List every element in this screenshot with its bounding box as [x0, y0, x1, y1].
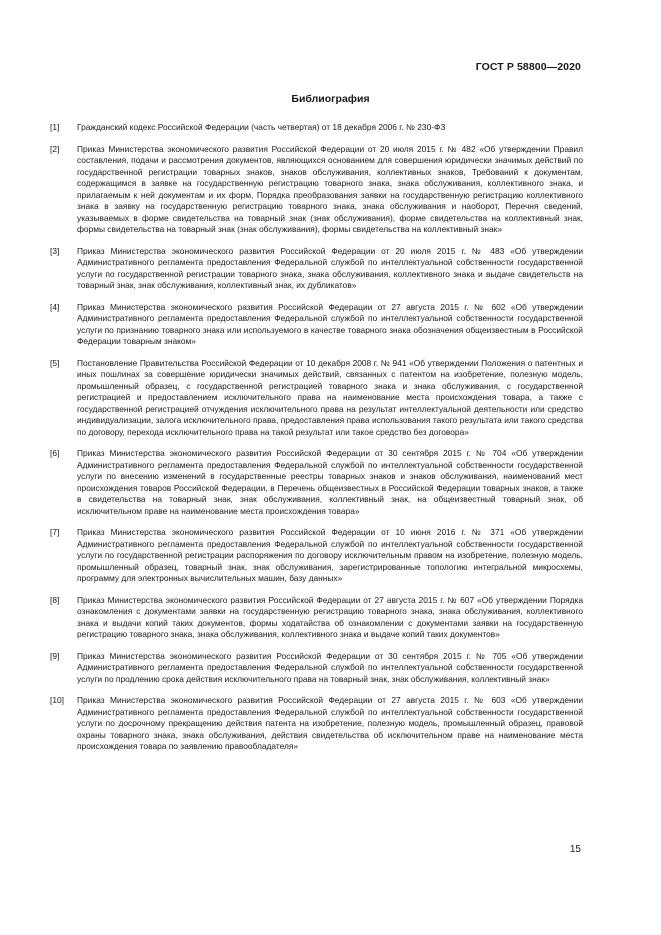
bibliography-list — [50, 122, 583, 763]
bibliography-entry — [50, 527, 583, 585]
entry-text: Приказ Министерства экономического развития Российской Федерации от 30 сентября 2015 г. № 704 «Об утверждении Административного регламента предоставления Федеральной службой по интеллектуальной собственности государственной услуги по внесению изменений в государственные реестры товарных знаков и знаков обслуживания, наименований мест происхождения товаров Российской Федерации, в Перечень общеизвестных в Российской Федерации товарных знаков, а также в свидетельства на товарный знак, знак обслуживания, коллективный знак, на общеизвестный товарный знак, об исключительном праве на наименование места происхождения товара» — [77, 448, 583, 516]
entry-number: [9] — [50, 650, 60, 661]
entry-text: Постановление Правительства Российской Федерации от 10 декабря 2008 г. № 941 «Об утверждении Положения о патентных и иных пошлинах за совершение юридически значимых действий, связанных с патентом на изобретение, полезную модель, промышленный образец, с государственной регистрацией товарного знака и знака обслуживания, с государственной регистрацией и предоставлением исключительного права на наименование места происхождения товара, а также с государственной регистрацией отчуждения исключительного права на результат интеллектуальной деятельности или средство индивидуализации, залога исключительного права, предоставления права использования такого результата или такого средства по договору, перехода исключительного права на такой результат или такое средство без договора» — [77, 357, 583, 437]
entry-number: [1] — [50, 122, 60, 132]
entry-number: [3] — [50, 245, 60, 256]
entry-number: [7] — [50, 527, 60, 537]
entry-number: [2] — [50, 143, 60, 154]
bibliography-entry — [50, 448, 583, 517]
bibliography-entry — [50, 144, 583, 236]
entry-text: Приказ Министерства экономического развития Российской Федерации от 27 августа 2015 г. № 602 «Об утверждении Административного регламента предоставления Федеральной службой по интеллектуальной собственности государственной услуги по признанию товарного знака или используемого в качестве товарного знака обозначения общеизвестным в Российской Федерации товарным знаком» — [77, 301, 583, 346]
bibliography-entry — [50, 695, 583, 753]
entry-text: Приказ Министерства экономического развития Российской Федерации от 27 августа 2015 г. № 603 «Об утверждении Административного регламента предоставления Федеральной службой по интеллектуальной собственности государственной услуги по досрочному прекращению действия патента на изобретение, полезную модель, промышленный образец, правовой охраны товарного знака, знака обслуживания, действия свидетельства об исключительном праве на наименование места происхождения товара по заявлению правообладателя» — [77, 695, 583, 751]
entry-text: Приказ Министерства экономического развития Российской Федерации от 20 июля 2015 г. № 482 «Об утверждении Правил составления, подачи и рассмотрения документов, являющихся основанием для совершения юридически значимых действий по государственной регистрации товарных знаков, знаков обслуживания, коллективных знаков, Требований к документам, содержащимся в заявке на государственную регистрацию товарного знака, знака обслуживания, коллективного знака, и прилагаемым к ней документам и их форм, Порядка преобразования заявки на государственную регистрацию коллективного знака в заявку на государственную регистрацию товарного знака, знака обслуживания и наоборот, Перечня сведений, указываемых в форме свидетельства на товарный знак (знак обслуживания), форме свидетельства на коллективный знак, формы свидетельства на товарный знак (знак обслуживания), формы свидетельства на коллективный знак» — [77, 143, 583, 234]
entry-text: Приказ Министерства экономического развития Российской Федерации от 10 июня 2016 г. № 371 «Об утверждении Административного регламента предоставления Федеральной службой по интеллектуальной собственности государственной услуги по государственной регистрации распоряжения по договору исключительным правом на изобретение, полезную модель, промышленный образец, товарный знак, знак обслуживания, зарегистрированные топологию интегральной микросхемы, программу для электронных вычислительных машин, базу данных» — [77, 527, 583, 583]
entry-text: Приказ Министерства экономического развития Российской Федерации от 27 августа 2015 г. № 607 «Об утверждении Порядка ознакомления с документами заявки на государственную регистрацию товарного знака, знака обслуживания, коллективного знака и выдачи копий таких документов, формы ходатайства об ознакомлении с документами заявки на государственную регистрацию товарного знака, знака обслуживания, коллективного знака и выдаче копий таких документов» — [77, 594, 583, 639]
entry-text: Приказ Министерства экономического развития Российской Федерации от 30 сентября 2015 г. № 705 «Об утверждении Административного регламента предоставления Федеральной службой по интеллектуальной собственности государственной услуги по продлению срока действия исключительного права на товарный знак, знак обслуживания, коллективный знак» — [77, 650, 583, 684]
bibliography-entry — [50, 246, 583, 292]
bibliography-entry — [50, 302, 583, 348]
entry-number: [4] — [50, 301, 60, 312]
bibliography-entry — [50, 122, 583, 134]
entry-number: [5] — [50, 357, 60, 368]
bibliography-entry — [50, 595, 583, 641]
entry-text: Гражданский кодекс Российской Федерации (часть четвертая) от 18 декабря 2006 г. № 230-ФЗ — [77, 122, 446, 132]
page-number: 15 — [569, 844, 581, 855]
entry-text: Приказ Министерства экономического развития Российской Федерации от 20 июля 2015 г. № 483 «Об утверждении Административного регламента предоставления Федеральной службой по интеллектуальной собственности государственной услуги по государственной регистрации товарного знака, знака обслуживания, коллективного знака и выдаче свидетельств на товарный знак, знак обслуживания, коллективный знак, их дубликатов» — [77, 245, 583, 290]
standard-designation: ГОСТ Р 58800—2020 — [475, 61, 581, 73]
bibliography-entry — [50, 358, 583, 439]
entry-number: [8] — [50, 594, 60, 605]
section-title: Библиография — [291, 93, 370, 105]
bibliography-entry — [50, 651, 583, 686]
entry-number: [6] — [50, 448, 60, 458]
entry-number: [10] — [50, 695, 64, 705]
